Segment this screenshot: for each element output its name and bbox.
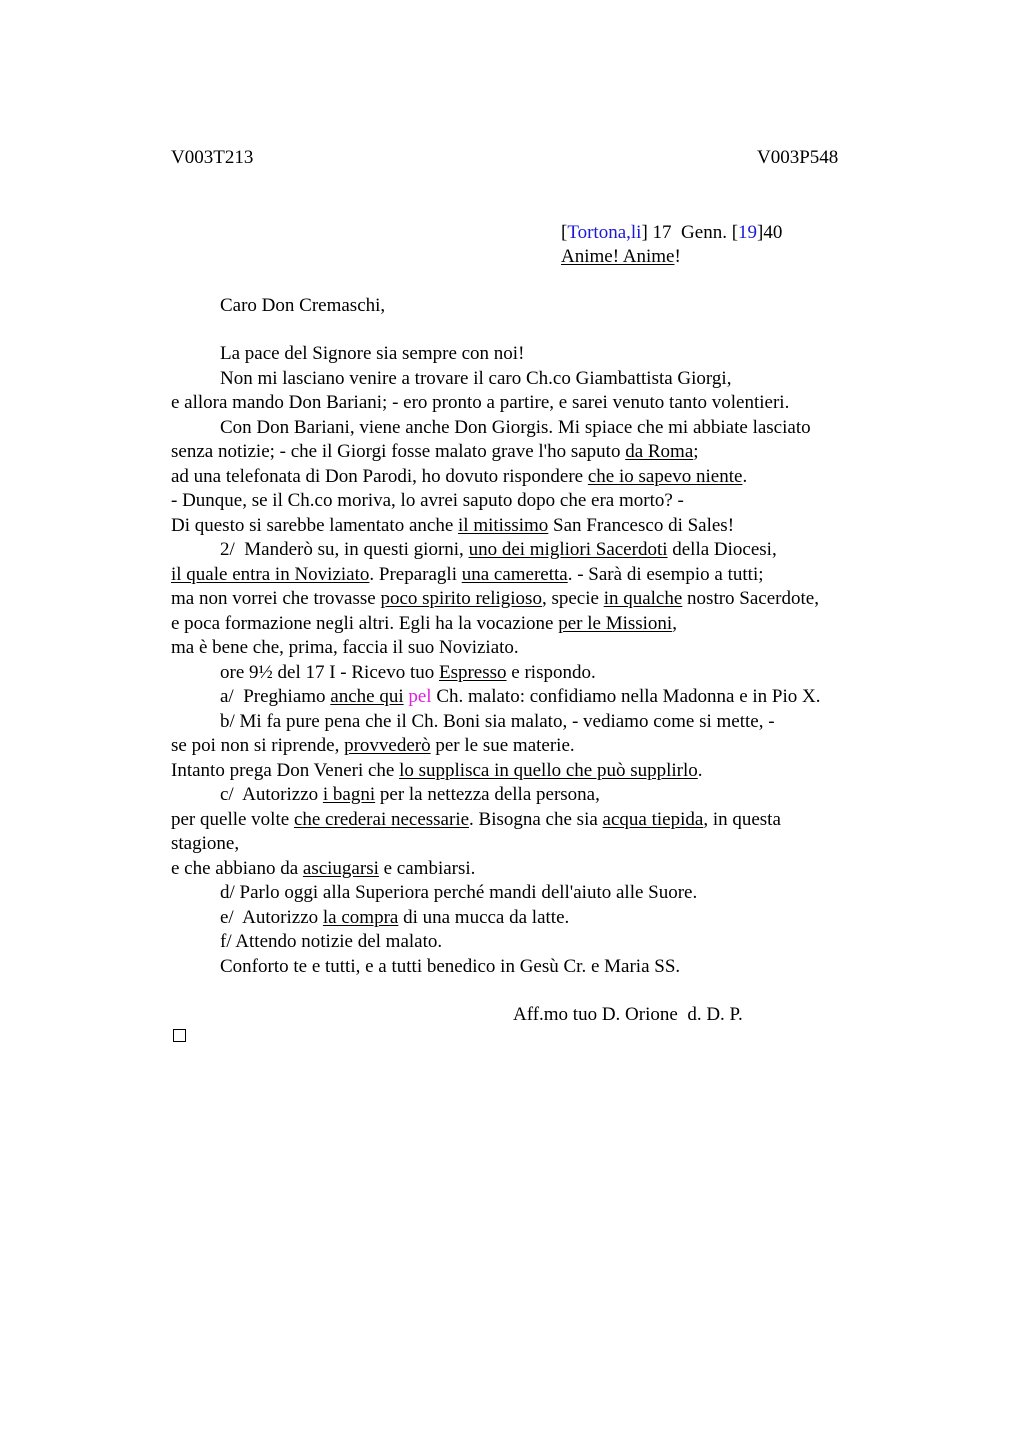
text-span: Di questo si sarebbe lamentato anche	[171, 514, 459, 536]
body-line	[171, 857, 891, 882]
text-span: , specie	[541, 588, 604, 609]
text-span: . Preparagli	[369, 563, 462, 585]
underlined-text: il mitissimo	[458, 514, 549, 536]
text-span: .	[742, 465, 748, 487]
underlined-text: per le Missioni	[558, 612, 673, 634]
text-span: . - Sarà di esempio a tutti;	[567, 563, 764, 585]
highlighted-text: pel	[408, 686, 432, 707]
text-span: San Francesco di Sales!	[548, 514, 735, 536]
text-span: e rispondo.	[506, 661, 596, 683]
dateline	[561, 221, 782, 245]
text-span: per quelle volte	[171, 808, 294, 830]
underlined-text: lo supplisca in quello che può supplirlo	[399, 759, 698, 781]
body-line: La pace del Signore sia sempre con noi!	[220, 343, 525, 364]
text-span: della Diocesi,	[667, 539, 777, 560]
underlined-text: Espresso	[438, 661, 507, 683]
text-span: a/ Preghiamo	[220, 686, 331, 707]
body-line	[171, 612, 891, 637]
body-line	[171, 759, 891, 784]
body-line	[171, 661, 891, 686]
text-span: ,	[672, 612, 677, 634]
body-line	[171, 734, 891, 759]
checkbox-icon[interactable]	[173, 1029, 186, 1042]
body-line: Non mi lasciano venire a trovare il caro Ch.co Giambattista Giorgi,	[220, 367, 732, 389]
body-line: - Dunque, se il Ch.co moriva, lo avrei saputo dopo che era morto? -	[171, 490, 684, 511]
body-line: d/ Parlo oggi alla Superiora perché mandi dell'aiuto alle Suore.	[220, 882, 698, 903]
motto-tail: !	[674, 246, 681, 267]
body-line	[171, 587, 891, 612]
body-line: Conforto te e tutti, e a tutti benedico in Gesù Cr. e Maria SS.	[220, 955, 681, 977]
text-span: ad una telefonata di Don Parodi, ho dovuto rispondere	[171, 465, 588, 487]
motto-underlined: Anime! Anime	[561, 246, 675, 267]
text-span: e cambiarsi.	[378, 857, 476, 879]
body-line	[171, 538, 891, 563]
underlined-text: anche qui	[330, 686, 404, 707]
salutation: Caro Don Cremaschi,	[220, 295, 386, 316]
dateline-place: Tortona,li	[567, 222, 642, 243]
body-line: Con Don Bariani, viene anche Don Giorgis. Mi spiace che mi abbiate lasciato	[220, 416, 811, 438]
motto	[561, 245, 681, 269]
document-code-right: V003P548	[757, 147, 839, 168]
text-span: e che abbiano da	[171, 857, 303, 879]
text-span: di una mucca da latte.	[398, 906, 570, 928]
underlined-text: una cameretta	[461, 563, 568, 585]
letter-body	[171, 342, 891, 979]
underlined-text: provvederò	[344, 735, 431, 756]
body-line	[171, 514, 891, 539]
body-line	[171, 465, 891, 490]
body-line: ma è bene che, prima, faccia il suo Noviziato.	[171, 637, 519, 658]
text-span: ;	[693, 441, 699, 462]
body-line: stagione,	[171, 833, 240, 854]
text-span: per la nettezza della persona,	[375, 784, 600, 805]
text-span: ore 9½ del 17 I - Ricevo tuo	[220, 661, 439, 683]
body-line: b/ Mi fa pure pena che il Ch. Boni sia malato, - vediamo come si mette, -	[220, 710, 775, 732]
body-line	[171, 808, 891, 833]
signature: Aff.mo tuo D. Orione d. D. P.	[513, 1004, 743, 1025]
text-span: 2/ Manderò su, in questi giorni,	[220, 539, 469, 560]
underlined-text: i bagni	[322, 784, 376, 805]
underlined-text: poco spirito religioso	[380, 588, 542, 609]
underlined-text: che crederai necessarie	[293, 808, 470, 830]
underlined-text: uno dei migliori Sacerdoti	[468, 539, 668, 560]
dateline-bracket-close: ]	[641, 222, 648, 243]
underlined-text: la compra	[322, 906, 399, 928]
text-span: , in questa	[703, 808, 781, 830]
underlined-text: in qualche	[603, 588, 683, 609]
text-span: senza notizie; - che il Giorgi fosse malato grave l'ho saputo	[171, 441, 626, 462]
dateline-year-suffix: 40	[763, 222, 783, 243]
underlined-text: da Roma	[625, 441, 694, 462]
dateline-day-month: 17 Genn.	[647, 222, 732, 243]
text-span: c/ Autorizzo	[220, 784, 323, 805]
underlined-text: il quale entra in Noviziato	[171, 563, 370, 585]
dateline-year-bracket-close: ]	[757, 222, 764, 243]
body-line	[171, 440, 891, 465]
text-span: Intanto prega Don Veneri che	[171, 759, 400, 781]
text-span: nostro Sacerdote,	[682, 588, 819, 609]
text-span: se poi non si riprende,	[171, 735, 345, 756]
body-line	[171, 783, 891, 808]
body-line	[171, 906, 891, 931]
text-span: per le sue materie.	[430, 735, 575, 756]
underlined-text: asciugarsi	[302, 857, 379, 879]
body-line	[171, 685, 891, 710]
text-span: e/ Autorizzo	[220, 906, 323, 928]
body-line	[171, 563, 891, 588]
text-span: ma non vorrei che trovasse	[171, 588, 381, 609]
document-code-left: V003T213	[171, 147, 254, 168]
dateline-bracket-open: [	[561, 222, 568, 243]
underlined-text: che io sapevo niente	[587, 465, 743, 487]
underlined-text: acqua tiepida	[602, 808, 704, 830]
text-span: . Bisogna che sia	[469, 808, 603, 830]
dateline-year-prefix: 19	[738, 222, 758, 243]
text-span: .	[697, 759, 703, 781]
text-span: e poca formazione negli altri. Egli ha la vocazione	[171, 612, 559, 634]
text-span: Ch. malato: confidiamo nella Madonna e in Pio X.	[431, 686, 821, 707]
body-line: f/ Attendo notizie del malato.	[220, 931, 443, 952]
dateline-year-bracket-open: [	[731, 222, 739, 243]
body-line: e allora mando Don Bariani; - ero pronto a partire, e sarei venuto tanto volentieri.	[171, 392, 790, 413]
